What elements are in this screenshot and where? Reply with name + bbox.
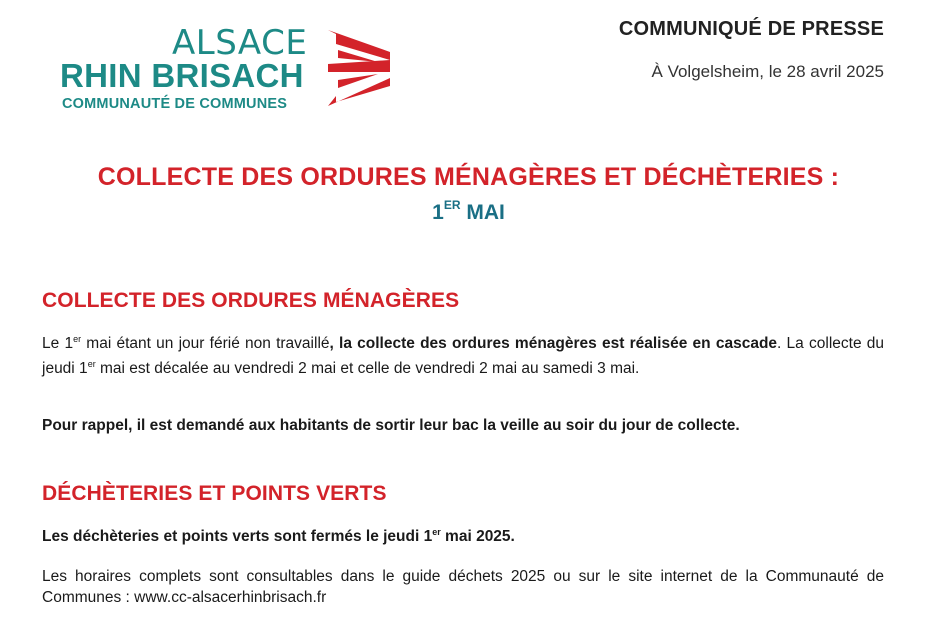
press-release-date: À Volgelsheim, le 28 avril 2025 (651, 62, 884, 81)
subtitle-number: 1 (432, 201, 444, 224)
text-segment: mai 2025. (440, 528, 515, 546)
subtitle-rest: MAI (460, 201, 505, 224)
press-release-label: COMMUNIQUÉ DE PRESSE (618, 18, 884, 40)
subtitle-superscript: ER (443, 198, 461, 212)
text-segment: mai est décalée au vendredi 2 mai et celle de vendredi 2 mai au samedi 3 mai. (95, 360, 640, 378)
logo-line-communaute: COMMUNAUTÉ DE COMMUNES (62, 96, 288, 112)
document-title: COLLECTE DES ORDURES MÉNAGÈRES ET DÉCHÈTERIES : (97, 163, 840, 191)
text-segment: . La collecte du jeudi 1 (42, 335, 885, 378)
brand-logo (60, 24, 400, 114)
paragraph-fermeture (42, 522, 884, 547)
document-subtitle (0, 200, 937, 225)
paragraph-collecte-cascade (42, 329, 884, 379)
superscript: er (87, 359, 96, 370)
section-heading-decheteries: DÉCHÈTERIES ET POINTS VERTS (42, 482, 387, 505)
paragraph-horaires: Les horaires complets sont consultables dans le guide déchets 2025 ou sur le site internet de la Communauté de Communes : www.cc-alsacerhinbrisach.fr (42, 568, 884, 606)
logo-line-alsace: ALSACE (172, 23, 308, 63)
logo-line-rhin-brisach: RHIN BRISACH (60, 57, 304, 94)
text-segment: mai étant un jour férié non travaillé (81, 335, 330, 353)
bold-text-segment: , la collecte des ordures ménagères est réalisée en cascade (329, 335, 778, 353)
chevron-logo-icon (328, 30, 390, 106)
text-segment: Le 1 (42, 335, 74, 353)
section-heading-collecte: COLLECTE DES ORDURES MÉNAGÈRES (42, 289, 460, 312)
superscript: er (73, 334, 82, 344)
paragraph-rappel: Pour rappel, il est demandé aux habitants de sortir leur bac la veille au soir du jour de collecte. (42, 417, 740, 434)
text-segment: Les déchèteries et points verts sont fermés le jeudi 1 (42, 528, 433, 546)
superscript: er (432, 527, 441, 537)
